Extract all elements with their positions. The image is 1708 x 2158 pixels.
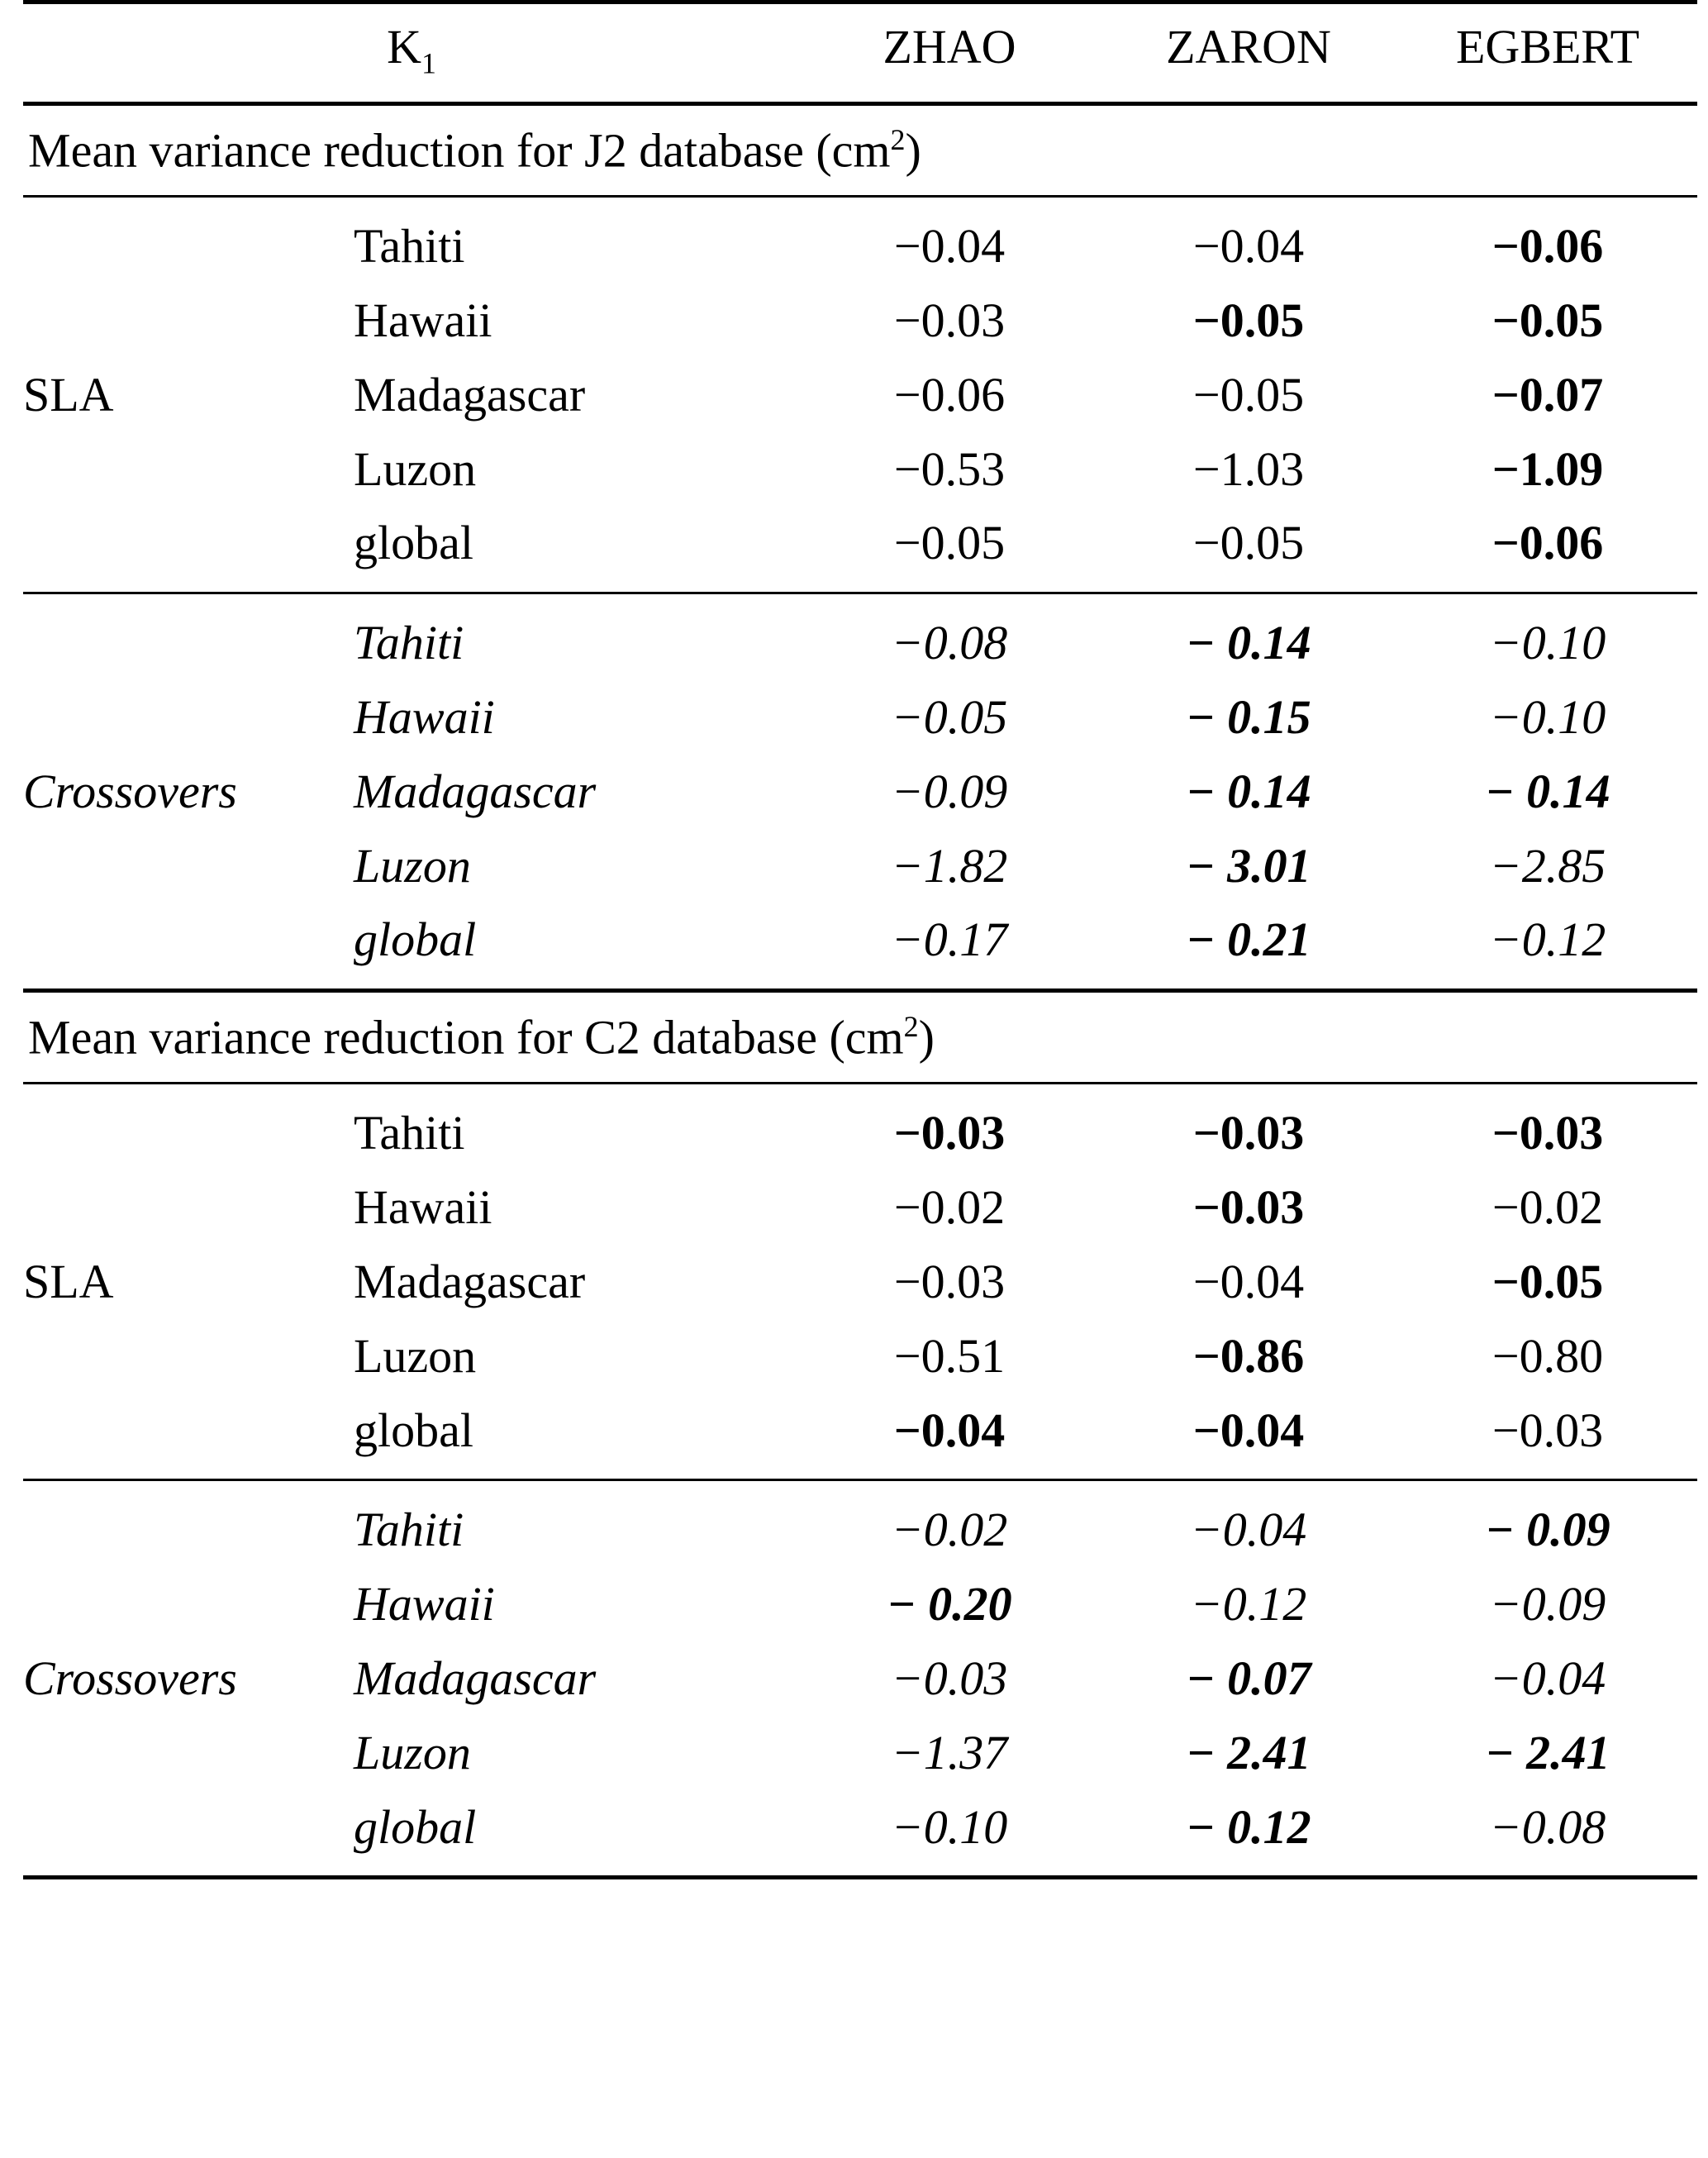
cell-egbert: − 0.09 (1485, 1503, 1610, 1557)
section-title-text: Mean variance reduction for J2 database $(cm^2)$ (28, 123, 921, 178)
cell-egbert: −0.06 (1492, 516, 1604, 570)
row-region-label: Tahiti (354, 219, 465, 274)
cell-zhao: −0.04 (893, 1403, 1006, 1457)
cell-zaron: − 0.07 (1186, 1651, 1311, 1705)
row-group-label: Crossovers (23, 764, 237, 818)
spacer-row (23, 580, 1697, 593)
cell-egbert: −1.09 (1492, 441, 1604, 496)
row-region-label: Tahiti (354, 1503, 464, 1557)
row-region-label: Luzon (354, 1725, 471, 1779)
row-region-label: Madagascar (354, 1254, 586, 1308)
cell-zhao: − 0.20 (887, 1577, 1012, 1632)
row-region-label: Hawaii (354, 1180, 492, 1235)
cell-egbert: −0.02 (1492, 1180, 1604, 1235)
cell-zaron: −0.05 (1192, 293, 1305, 348)
header-column-egbert: EGBERT (1455, 20, 1640, 74)
row-region-label: Luzon (354, 441, 477, 496)
cell-zaron: − 0.14 (1186, 764, 1311, 818)
cell-zhao: −1.82 (891, 838, 1008, 893)
cell-zhao: −0.02 (891, 1503, 1008, 1557)
row-region-label: Luzon (354, 1328, 477, 1383)
cell-zaron: −0.04 (1192, 1254, 1305, 1308)
cell-zhao: −0.03 (891, 1651, 1008, 1705)
cell-zhao: −0.05 (891, 690, 1008, 745)
cell-zhao: −0.04 (893, 219, 1006, 274)
cell-zaron: −0.03 (1192, 1106, 1305, 1160)
table-header-row (23, 4, 1697, 104)
row-region-label: global (354, 1403, 473, 1457)
cell-egbert: −0.10 (1489, 690, 1606, 745)
cell-zhao: −1.37 (891, 1725, 1008, 1779)
section-title-text: Mean variance reduction for C2 database $(cm^2)$ (28, 1010, 935, 1065)
row-region-label: global (354, 516, 473, 570)
cell-egbert: −0.04 (1489, 1651, 1606, 1705)
cell-egbert: −0.07 (1492, 367, 1604, 422)
cell-zaron: −0.04 (1190, 1503, 1307, 1557)
cell-zhao: −0.53 (893, 441, 1006, 496)
cell-zhao: −0.03 (893, 1106, 1006, 1160)
spacer-row (23, 1467, 1697, 1480)
row-region-label: Madagascar (354, 1651, 597, 1705)
table-row (23, 1493, 1697, 1567)
cell-zaron: − 2.41 (1186, 1725, 1311, 1779)
header-column-zhao: ZHAO (883, 20, 1016, 74)
cell-egbert: −2.85 (1489, 838, 1606, 893)
table-row (23, 209, 1697, 283)
row-region-label: Madagascar (354, 764, 597, 818)
cell-egbert: − 0.14 (1485, 764, 1610, 818)
cell-zhao: −0.05 (893, 516, 1006, 570)
spacer-row (23, 977, 1697, 991)
row-region-label: Hawaii (354, 1577, 495, 1632)
spacer-row (23, 1084, 1697, 1096)
table-bottom-rule (23, 1878, 1697, 1880)
cell-egbert: −0.09 (1489, 1577, 1606, 1632)
cell-egbert: −0.05 (1492, 1254, 1604, 1308)
cell-zaron: − 3.01 (1186, 838, 1311, 893)
cell-egbert: −0.12 (1489, 912, 1606, 967)
header-column-zaron: ZARON (1166, 20, 1331, 74)
cell-zhao: −0.06 (893, 367, 1006, 422)
cell-zaron: − 0.21 (1186, 912, 1311, 967)
spacer-row (23, 1481, 1697, 1493)
cell-zaron: −0.04 (1192, 219, 1305, 274)
cell-zaron: −0.05 (1192, 367, 1305, 422)
row-group-label: Crossovers (23, 1651, 237, 1705)
table-row (23, 606, 1697, 680)
cell-zhao: −0.51 (893, 1328, 1006, 1383)
spacer-row (23, 594, 1697, 606)
cell-zaron: −0.86 (1192, 1328, 1305, 1383)
row-region-label: global (354, 1799, 477, 1854)
row-region-label: Luzon (354, 838, 471, 893)
row-region-label: Hawaii (354, 293, 492, 348)
cell-egbert: − 2.41 (1485, 1725, 1610, 1779)
cell-zaron: − 0.15 (1186, 690, 1311, 745)
cell-zhao: −0.10 (891, 1799, 1008, 1854)
cell-zhao: −0.02 (893, 1180, 1006, 1235)
row-region-label: Tahiti (354, 1106, 465, 1160)
cell-zaron: −0.12 (1190, 1577, 1307, 1632)
cell-zhao: −0.03 (893, 1254, 1006, 1308)
cell-egbert: −0.06 (1492, 219, 1604, 274)
row-region-label: Hawaii (354, 690, 495, 745)
spacer-row (23, 198, 1697, 209)
row-region-label: Madagascar (354, 367, 586, 422)
cell-zhao: −0.17 (891, 912, 1008, 967)
cell-zaron: − 0.12 (1186, 1799, 1311, 1854)
cell-egbert: −0.10 (1489, 616, 1606, 670)
variance-reduction-table (23, 0, 1697, 1879)
cell-zhao: −0.08 (891, 616, 1008, 670)
section-title-row (23, 106, 1697, 197)
row-region-label: global (354, 912, 477, 967)
spacer-row (23, 1864, 1697, 1878)
cell-zaron: −1.03 (1192, 441, 1305, 496)
cell-egbert: −0.05 (1492, 293, 1604, 348)
cell-zaron: −0.05 (1192, 516, 1305, 570)
header-constituent-label: $K_1$ (387, 20, 436, 80)
cell-egbert: −0.80 (1492, 1328, 1604, 1383)
cell-egbert: −0.03 (1492, 1403, 1604, 1457)
section-title-row (23, 993, 1697, 1084)
row-group-label: SLA (23, 1254, 114, 1308)
row-region-label: Tahiti (354, 616, 464, 670)
row-group-label: SLA (23, 367, 114, 422)
cell-zaron: −0.03 (1192, 1180, 1305, 1235)
table-row (23, 1096, 1697, 1170)
cell-egbert: −0.03 (1492, 1106, 1604, 1160)
cell-zhao: −0.03 (893, 293, 1006, 348)
cell-zaron: −0.04 (1192, 1403, 1305, 1457)
cell-egbert: −0.08 (1489, 1799, 1606, 1854)
cell-zhao: −0.09 (891, 764, 1008, 818)
cell-zaron: − 0.14 (1186, 616, 1311, 670)
